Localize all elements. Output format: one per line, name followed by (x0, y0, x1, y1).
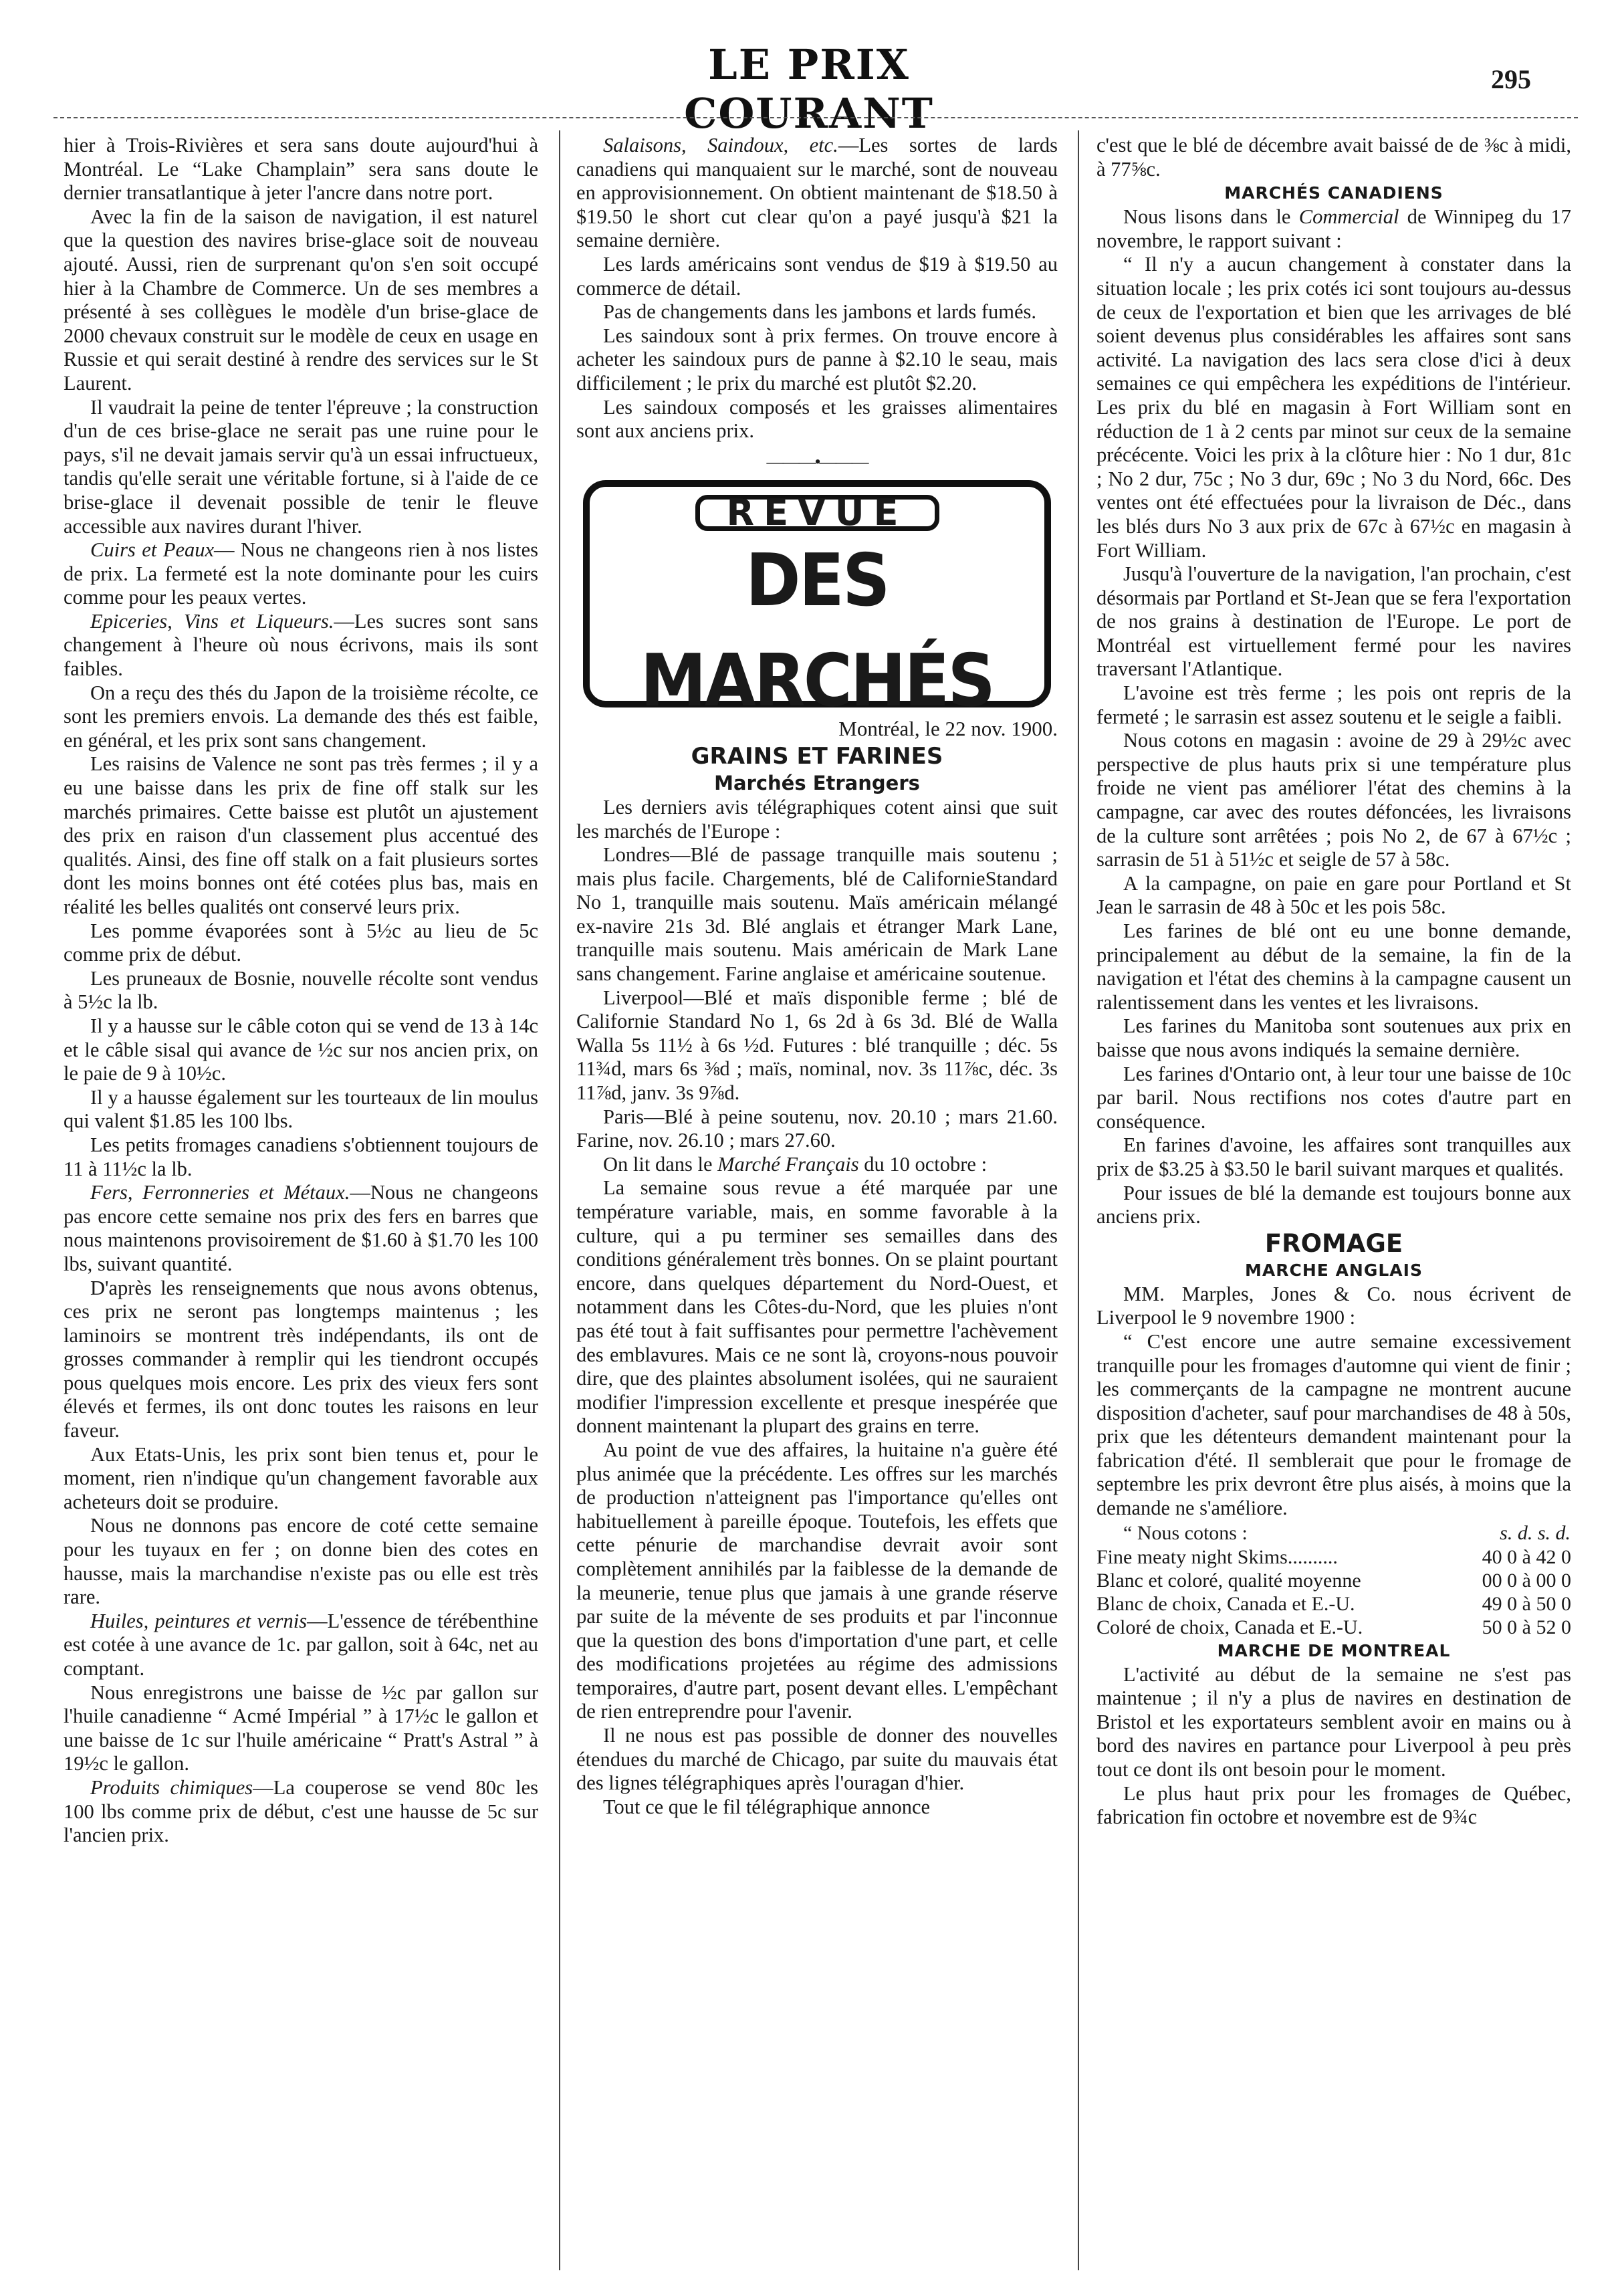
paragraph: Nous enregistrons une baisse de ½c par gallon sur l'huile canadienne “ Acmé Impérial ” à 17½c le gallon et une baisse de 1c sur l'huile américaine “ Pratt's Astral ” à 19½c le gallon. (64, 1680, 538, 1775)
table-row (1096, 1569, 1571, 1592)
section-text: —Les sucres sont sans changement à l'heure où nous écrivons, mais ils sont faibles. (64, 609, 538, 681)
paragraph: Le plus haut prix pour les fromages de Québec, fabrication fin octobre et novembre est de 9¾c (1096, 1781, 1571, 1829)
row-label: Blanc et coloré, qualité moyenne (1096, 1569, 1361, 1592)
row-value: 40 0 à 42 0 (1482, 1545, 1571, 1568)
paragraph: Liverpool—Blé et maïs disponible ferme ; blé de Californie Standard No 1, 6s 2d à 6s 3d. Blé de Walla Walla 5s 11½ à 6s ½d. Futures : blé tranquille ; déc. 5s 11¾d, mars 6s ⅜d ; maïs, nominal, nov. 3s 11⅞c, déc. 3s 11⅞d, janv. 3s 9⅞d. (576, 986, 1058, 1105)
paragraph: L'activité au début de la semaine ne s'est pas maintenue ; il n'y a plus de navires en destination de Bristol et les exportateurs semblent avoir en mains ou à bord des navires en partance pour Liverpool à peu près tout ce dont ils ont besoin pour le moment. (1096, 1662, 1571, 1781)
paragraph: Il y a hausse sur le câble coton qui se vend de 13 à 14c et le câble sisal qui avance de ½c sur nos ancien prix, on le paie de 9 à 10½c. (64, 1014, 538, 1085)
table-row (1096, 1592, 1571, 1616)
masthead-title: LE PRIX COURANT (684, 40, 934, 138)
table-row (1096, 1545, 1571, 1569)
paragraph: Nous cotons en magasin : avoine de 29 à 29½c avec perspective de plus hauts prix si une température plus froide ne vient pas améliorer l'état des chemins à la campagne, car avec des routes défoncées, les livraisons de la culture sont arrêtées ; pois No 2, de 67 à 67½c ; sarrasin de 51 à 51½c et seigle de 57 à 58c. (1096, 729, 1571, 871)
paragraph: Nous ne donnons pas encore de coté cette semaine pour les tuyaux en fer ; on donne bien des cotes en hausse, mais la marchandise n'existe pas ou elle est très rare. (64, 1514, 538, 1609)
section-text: —Nous ne changeons pas encore cette semaine nos prix des fers en barres que nous maintenons provisoirement de $1.60 à $1.70 les 100 lbs, suivant quantité. (64, 1181, 538, 1275)
page-number: 295 (1491, 64, 1531, 94)
row-label: Coloré de choix, Canada et E.-U. (1096, 1616, 1363, 1638)
paragraph: Il y a hausse également sur les tourteaux de lin moulus qui valent $1.85 les 100 lbs. (64, 1085, 538, 1133)
paragraph: Paris—Blé à peine soutenu, nov. 20.10 ; mars 21.60. Farine, nov. 26.10 ; mars 27.60. (576, 1105, 1058, 1152)
paragraph: Il ne nous est pas possible de donner des nouvelles étendues du marché de Chicago, par suite du mauvais état des lignes télégraphiques après l'ouragan d'hier. (576, 1724, 1058, 1795)
paragraph (1096, 205, 1571, 253)
text: Nous lisons dans le (1123, 205, 1299, 229)
section-heading: Salaisons, Saindoux, etc. (603, 134, 838, 156)
row-label: Blanc de choix, Canada et E.-U. (1096, 1592, 1355, 1615)
header-rule (53, 117, 1578, 118)
table-units: s. d. s. d. (1500, 1521, 1571, 1544)
dateline: Montréal, le 22 nov. 1900. (838, 717, 1058, 741)
row-value: 49 0 à 50 0 (1482, 1592, 1571, 1615)
subsection-title: MARCHE DE MONTREAL (1217, 1640, 1451, 1660)
paragraph: Les saindoux composés et les graisses alimentaires sont aux anciens prix. (576, 395, 1058, 443)
paragraph: A la campagne, on paie en gare pour Portland et St Jean le sarrasin de 48 à 50c et les pois 58c. (1096, 871, 1571, 919)
paragraph: “ C'est encore une autre semaine excessivement tranquille pour les fromages d'automne qui vient de finir ; les commerçants de la campagne ne montrent aucune disposition d'acheter, sauf pour marchandises de 48 à 50s, prix que les détenteurs demandent maintenant pour la fabrication d'été. Il semblerait que pour le fromage de septembre les prix devront être plus aisés, à moins que la demande ne s'améliore. (1096, 1329, 1571, 1520)
paragraph: Aux Etats-Unis, les prix sont bien tenus et, pour le moment, rien n'indique qu'un changement favorable aux acheteurs doit se produire. (64, 1442, 538, 1513)
paragraph: Les lards américains sont vendus de $19 à $19.50 au commerce de détail. (576, 252, 1058, 300)
subsection-title: MARCHE ANGLAIS (1245, 1260, 1423, 1280)
paragraph: Il vaudrait la peine de tenter l'épreuve ; la construction d'un de ces brise-glace ne serait pas une ruine pour le pays, s'il ne devait jamais servir qu'à un essai infructueux, tandis qu'elle serait une véritable fortune, si à l'aide de ce brise-glace il devenait possible de tenir le fleuve accessible aux navires durant l'hiver. (64, 395, 538, 538)
section-text: — Nous ne changeons rien à nos listes de prix. La fermeté est la note dominante pour les cuirs comme pour les peaux vertes. (64, 538, 538, 609)
ornament-divider: ———•——— (766, 451, 868, 471)
section-heading: Cuirs et Peaux (90, 538, 215, 562)
row-value: 00 0 à 00 0 (1482, 1569, 1571, 1592)
section-heading: Epiceries, Vins et Liqueurs. (90, 609, 334, 633)
paragraph: Les farines d'Ontario ont, à leur tour une baisse de 10c par baril. Nous rectifions nos cotes d'autre part en conséquence. (1096, 1062, 1571, 1133)
table-header-row (1096, 1521, 1571, 1545)
section-heading: Fers, Ferronneries et Métaux. (90, 1181, 350, 1204)
paragraph: Au point de vue des affaires, la huitaine n'a guère été plus animée que la précédente. Les offres sur les marchés de production n'atteignent pas l'importance qu'elles ont habituellement à pareille époque. Toutefois, les effets que cette pénurie de marchandise devrait avoir sont complètement annihilés par la faiblesse de la demande de la meunerie, tenue plus que jamais à une grande réserve par suite de la mévente de ses produits et par l'inconnue que la question des bons d'importation d'une part, et celle des modifications projetées au régime des admissions temporaires, d'autre part, posent devant elles. L'empêchant de rien entreprendre pour l'avenir. (576, 1438, 1058, 1723)
paragraph: Les farines du Manitoba sont soutenues aux prix en baisse que nous avons indiqués la semaine dernière. (1096, 1014, 1571, 1061)
paragraph: On a reçu des thés du Japon de la troisième récolte, ce sont les premiers envois. La demande des thés est faible, en général, et les prix sont sans changement. (64, 681, 538, 752)
section-heading: Huiles, peintures et vernis (90, 1609, 308, 1632)
paragraph: “ Il n'y a aucun changement à constater dans la situation locale ; les prix cotés ici sont toujours au-dessus de ceux de l'exportation et bien que les arrivages de blé soient devenus plus considérables les affaires sont sans activité. La navigation des lacs sera close d'ici à deux semaines ce qui empêchera les expéditions de l'intérieur. Les prix du blé en magasin à Fort William sont en réduction de 1 à 2 cents par minot sur ceux de la semaine précécente. Voici les prix à la clôture hier : No 1 dur, 81c ; No 2 dur, 75c ; No 3 dur, 69c ; No 3 du Nord, 66c. Des ventes ont été effectuées pour la livraison de Déc., dans les blés durs No 3 aux prix de 67c à 67½c en magasin à Fort William. (1096, 253, 1571, 562)
paragraph: Les saindoux sont à prix fermes. On trouve encore à acheter les saindoux purs de panne à $2.10 le seau, mais difficilement ; le prix du marché est plutôt $2.20. (576, 324, 1058, 395)
paragraph: Les pomme évaporées sont à 5½c au lieu de 5c comme prix de début. (64, 919, 538, 966)
paragraph: D'après les renseignements que nous avons obtenus, ces prix ne seront pas longtemps maintenus ; les laminoirs se montrent très indépendants, ils ont de grosses commander à remplir qui les tiendront occupés pous quelques mois encore. Les prix des vieux fers sont élevés et fermes, ils ont donc toutes les raisons en leur faveur. (64, 1276, 538, 1442)
revue-des-marches-banner (583, 480, 1051, 723)
section-text: —Les sortes de lards canadiens qui manquaient sur le marché, sont de nouveau en approvisionnement. On obtient maintenant de $18.50 à $19.50 le short cut clear qu'on a payé jusqu'à $21 la semaine dernière. (576, 134, 1058, 252)
publication-name: Commercial (1298, 205, 1399, 229)
section-cuirs (64, 538, 538, 610)
section-salaisons (576, 134, 1058, 253)
banner-top-text: REVUE (695, 495, 939, 531)
paragraph: Les pruneaux de Bosnie, nouvelle récolte sont vendus à 5½c la lb. (64, 966, 538, 1014)
section-text: —La couperose se vend 80c les 100 lbs comme prix de début, c'est une hausse de 5c sur l'ancien prix. (64, 1775, 538, 1847)
paragraph: Les farines de blé ont eu une bonne demande, principalement au début de la semaine, la fin de la navigation et l'état des chemins à la campagne causent un ralentissement dans les ventes et les livraisons. (1096, 919, 1571, 1014)
row-label: Fine meaty night Skims.......... (1096, 1545, 1338, 1568)
text: On lit dans le (603, 1152, 718, 1176)
table-row (1096, 1616, 1571, 1639)
paragraph: Londres—Blé de passage tranquille mais soutenu ; mais plus facile. Chargements, blé de CalifornieStandard No 1, tranquille mais soutenu. Maïs américain mélangé ex-navire 21s 3d. Blé anglais et étranger Mark Lane, tranquille mais soutenu. Mais américain de Mark Lane sans changement. Farine anglaise et américaine soutenue. (576, 843, 1058, 986)
section-text: —L'essence de térébenthine est cotée à une avance de 1c. par gallon, soit à 64c, net au comptant. (64, 1609, 539, 1680)
cheese-price-table (1096, 1521, 1571, 1639)
subsection-title: Marchés Etrangers (714, 771, 920, 794)
paragraph (576, 1153, 1058, 1177)
column-2 (576, 134, 1058, 1819)
paragraph: c'est que le blé de décembre avait baissé de de ⅜c à midi, à 77⅝c. (1096, 134, 1571, 181)
section-fers (64, 1181, 538, 1276)
paragraph: Les derniers avis télégraphiques cotent ainsi que suit les marchés de l'Europe : (576, 795, 1058, 843)
paragraph: Les petits fromages canadiens s'obtiennent toujours de 11 à 11½c la lb. (64, 1133, 538, 1180)
paragraph: L'avoine est très ferme ; les pois ont repris de la fermeté ; le sarrasin est assez soutenu et le seigle a faibli. (1096, 681, 1571, 728)
paragraph: Pas de changements dans les jambons et lards fumés. (603, 300, 1036, 324)
paragraph: Tout ce que le fil télégraphique annonce (603, 1795, 931, 1818)
section-title: FROMAGE (1264, 1228, 1403, 1258)
paragraph: MM. Marples, Jones & Co. nous écrivent de Liverpool le 9 novembre 1900 : (1096, 1282, 1571, 1329)
paragraph: Jusqu'à l'ouverture de la navigation, l'an prochain, c'est désormais par Portland et St-Jean que se fera l'exportation de nos grains à destination de l'Europe. Le port de Montréal est virtuellement fermé pour les navires traversant l'Atlantique. (1096, 562, 1571, 681)
section-produits (64, 1776, 538, 1848)
column-divider-1 (559, 130, 560, 2270)
column-3 (1096, 134, 1571, 1830)
paragraph: Avec la fin de la saison de navigation, il est naturel que la question des navires brise-glace soit de nouveau ajouté. Aussi, rien de surprenant qu'on s'en soit occupé hier à la Chambre de Commerce. Un de ses membres a présenté à ses collègues le modèle d'un brise-glace de 2000 chevaux construit sur le modèle de ceux en usage en Russie et qui serait destiné à rendre des services sur le St Laurent. (64, 205, 538, 395)
table-intro: “ Nous cotons : (1123, 1521, 1248, 1544)
section-epiceries (64, 610, 538, 681)
section-title: MARCHÉS CANADIENS (1224, 183, 1443, 203)
paragraph: hier à Trois-Rivières et sera sans doute aujourd'hui à Montréal. Le “Lake Champlain” sera sans doute le dernier transatlantique à jeter l'ancre dans notre port. (64, 134, 538, 205)
banner-bottom-text: DES MARCHÉS (640, 538, 994, 723)
section-heading: Produits chimiques (90, 1775, 253, 1799)
paragraph: Pour issues de blé la demande est toujours bonne aux anciens prix. (1096, 1181, 1571, 1228)
publication-name: Marché Français (717, 1152, 859, 1176)
paragraph: En farines d'avoine, les affaires sont tranquilles aux prix de $3.25 à $3.50 le baril suivant marques et qualités. (1096, 1133, 1571, 1180)
text: du 10 octobre : (858, 1152, 988, 1176)
row-value: 50 0 à 52 0 (1482, 1616, 1571, 1638)
paragraph: La semaine sous revue a été marquée par une température variable, mais, en somme favorable à la culture, qui a pu terminer ses semailles dans des conditions généralement très bonnes. On se plaint pourtant encore, dans quelques département du Nord-Ouest, et notamment dans les Côtes-du-Nord, que les pluies n'ont pas été tout à fait suffisantes pour permettre l'achèvement des emblavures. Mais ce ne sont là, croyons-nous pouvoir dire, que des plaintes absolument isolées, qui ne sauraient modifier l'impression excellente et presque inespérée que donnent maintenant la plupart des grains en terre. (576, 1176, 1058, 1438)
paragraph: Les raisins de Valence ne sont pas très fermes ; il y a eu une baisse dans les prix de fine off stalk sur les marchés primaires. Cette baisse est plutôt un ajustement des prix en raison d'un classement plus accentué des qualités. Ainsi, des fine off stalk on a fait plusieurs sortes dont les moins bonnes ont été cotées plus bas, mais en réalité les belles qualités ont conservé leurs prix. (64, 752, 538, 918)
column-1 (64, 134, 538, 1848)
section-title: GRAINS ET FARINES (691, 742, 943, 770)
column-divider-2 (1078, 130, 1079, 2270)
section-huiles (64, 1610, 538, 1681)
text: de Winnipeg du 17 novembre, le rapport suivant : (1096, 205, 1571, 252)
